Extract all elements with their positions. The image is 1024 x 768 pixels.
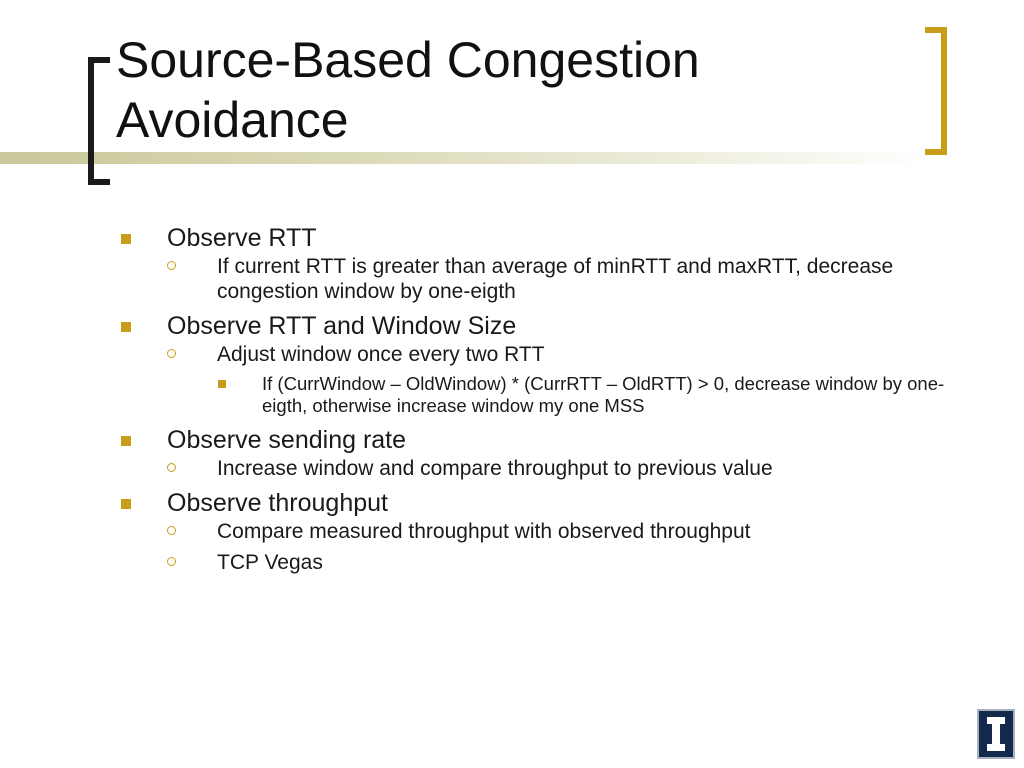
bullet-item-level2 <box>116 456 956 481</box>
bullet-item-level2 <box>116 342 956 367</box>
bullet-item-level2 <box>116 519 956 544</box>
bullet-text: Adjust window once every two RTT <box>217 343 545 366</box>
bullet-item-level2 <box>116 254 956 304</box>
bullet-text: If current RTT is greater than average of minRTT and maxRTT, decrease congestion window by one-eigth <box>217 255 894 303</box>
circle-bullet-icon <box>167 261 176 270</box>
bullet-text: Observe throughput <box>167 489 388 517</box>
square-bullet-icon <box>121 234 131 244</box>
bullet-text: Observe RTT and Window Size <box>167 312 517 340</box>
small-square-bullet-icon <box>218 380 226 388</box>
bullet-item-level1 <box>116 487 956 519</box>
bullet-item-level3 <box>116 373 956 417</box>
bullet-text: If (CurrWindow – OldWindow) * (CurrRTT – OldRTT) > 0, decrease window by one-eigth, otherwise increase window my one MSS <box>262 373 945 416</box>
bullet-item-level2 <box>116 550 956 575</box>
title-accent-band <box>0 152 930 164</box>
square-bullet-icon <box>121 436 131 446</box>
bullet-text: Increase window and compare throughput to previous value <box>217 457 773 480</box>
bullet-item-level1 <box>116 424 956 456</box>
right-bracket-decoration <box>925 27 947 155</box>
circle-bullet-icon <box>167 463 176 472</box>
bullet-text: Observe sending rate <box>167 426 407 454</box>
bullet-text: TCP Vegas <box>217 551 323 574</box>
bullet-item-level1 <box>116 222 956 254</box>
square-bullet-icon <box>121 499 131 509</box>
bullet-item-level1 <box>116 310 956 342</box>
circle-bullet-icon <box>167 557 176 566</box>
circle-bullet-icon <box>167 526 176 535</box>
slide-title: Source-Based Congestion Avoidance <box>116 32 700 148</box>
bullet-text: Compare measured throughput with observed throughput <box>217 520 751 543</box>
square-bullet-icon <box>121 322 131 332</box>
bullet-text: Observe RTT <box>167 224 317 252</box>
left-bracket-decoration <box>88 57 110 185</box>
bullet-list <box>116 222 956 581</box>
circle-bullet-icon <box>167 349 176 358</box>
block-i-logo-icon <box>977 709 1015 759</box>
